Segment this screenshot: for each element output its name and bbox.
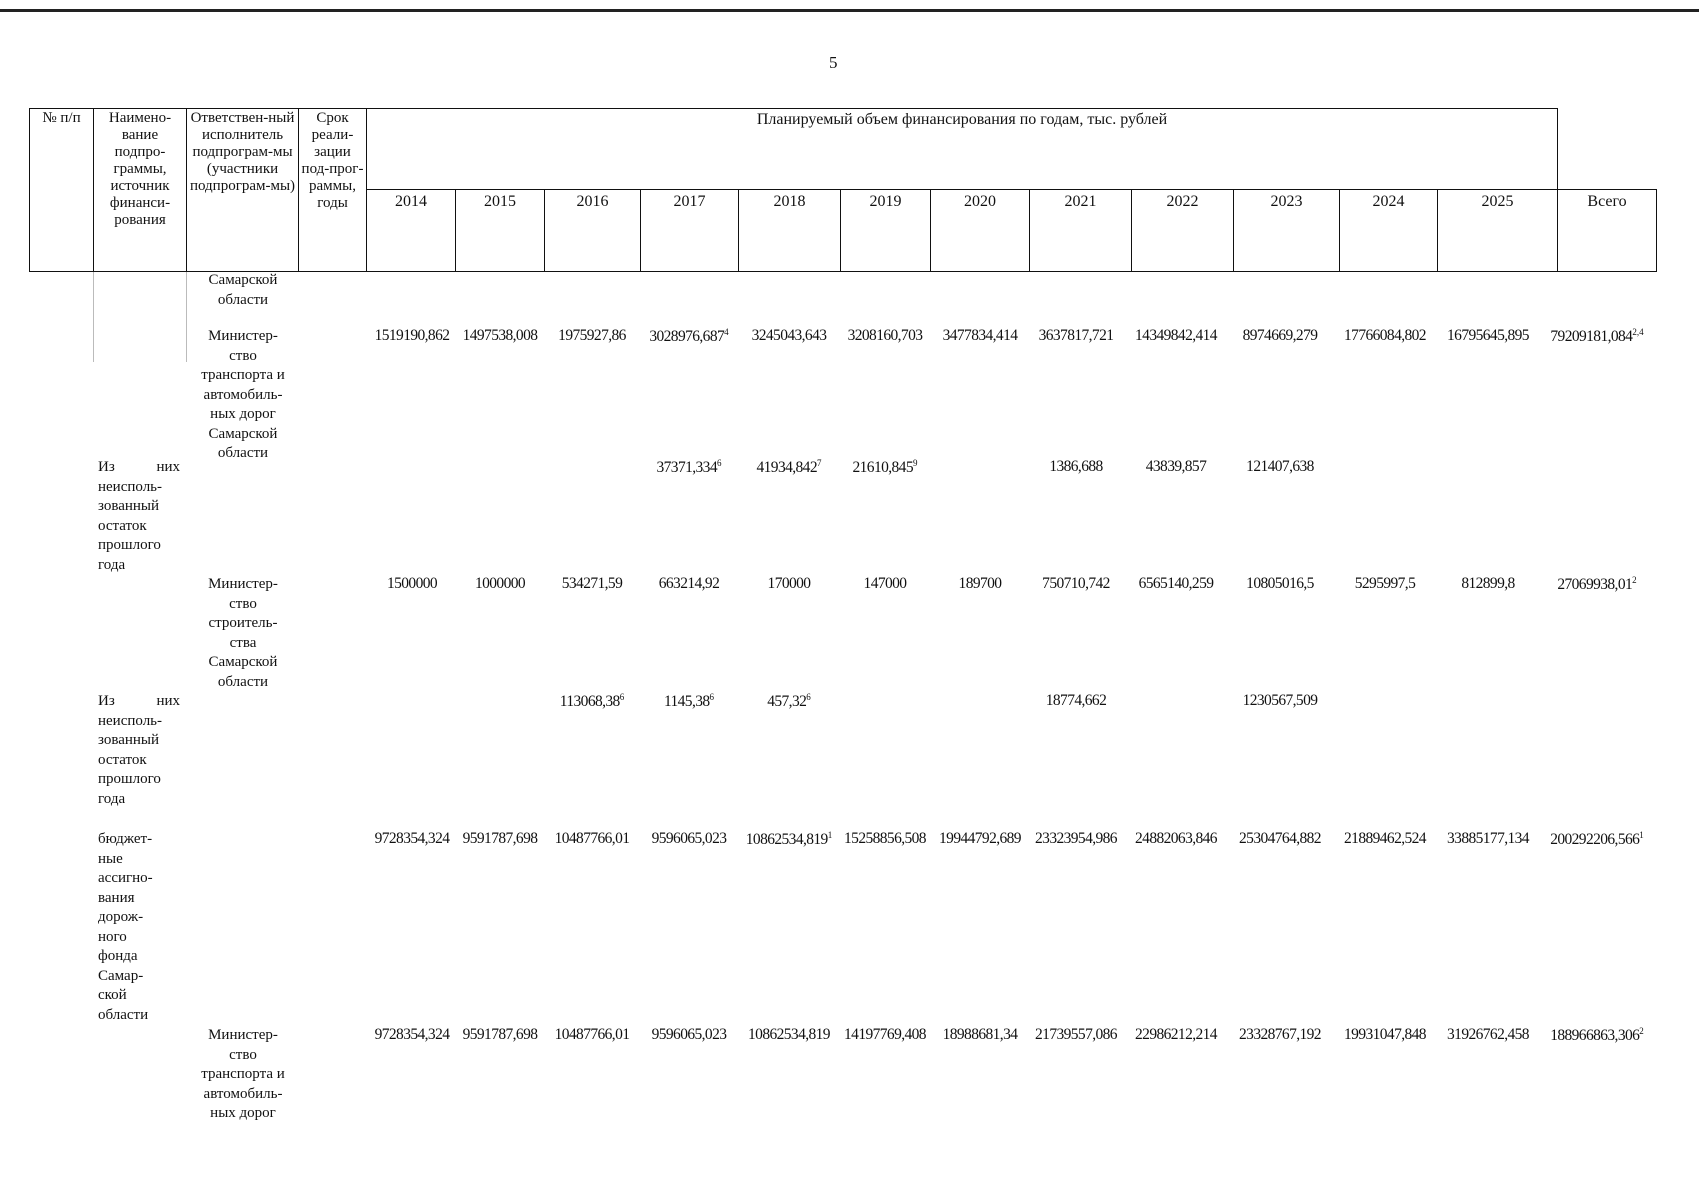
value-construction-Всего: 27069938,01$^2$ — [1557, 575, 1637, 594]
value-transport-2024: 17766084,802 — [1344, 327, 1426, 344]
year-header: 2021 — [1030, 190, 1132, 272]
value-road-fund-transport-2014: 9728354,324 — [374, 1026, 450, 1043]
value-transport-unused-2017: 37371,334$^6$ — [656, 458, 722, 477]
footnote-mark: 9 — [912, 458, 918, 468]
year-header: 2017 — [641, 190, 739, 272]
column-divider — [186, 272, 187, 362]
value-road-fund-2017: 9596065,023 — [651, 830, 727, 847]
value-transport-unused-2019: 21610,845$^9$ — [852, 458, 918, 477]
year-header: 2018 — [739, 190, 841, 272]
value-road-fund-2019: 15258856,508 — [844, 830, 926, 847]
value-road-fund-transport-2018: 10862534,819 — [748, 1026, 830, 1043]
responsible-transport-ministry: Министер- ство транспорта и автомобиль- ных дорог Самарской области — [201, 328, 285, 461]
footnote-mark: 6 — [806, 692, 811, 702]
value-road-fund-transport-2021: 21739557,086 — [1035, 1026, 1117, 1043]
value-construction-2018: 170000 — [767, 575, 811, 592]
value-construction-2024: 5295997,5 — [1354, 575, 1416, 592]
value-construction-2020: 189700 — [958, 575, 1002, 592]
footnote-mark: 2 — [1639, 1026, 1644, 1036]
footnote-mark: 6 — [716, 458, 722, 468]
header-term: Срок реали-зации под-прог-раммы, годы — [299, 109, 367, 272]
value-road-fund-2025: 33885177,134 — [1447, 830, 1529, 847]
value-construction-2017: 663214,92 — [658, 575, 720, 592]
value-road-fund-2018: 10862534,819$^1$ — [745, 830, 833, 849]
header-number: № п/п — [30, 109, 94, 272]
value-construction-unused-2018: 457,32$^6$ — [767, 692, 811, 711]
footnote-mark: 7 — [816, 458, 822, 468]
value-transport-2018: 3245043,643 — [751, 327, 827, 344]
footnote-mark: 2 — [1632, 575, 1637, 585]
value-road-fund-2023: 25304764,882 — [1239, 830, 1321, 847]
source-unused-balance: Из них неисполь- зованный остаток прошлого года — [98, 459, 180, 573]
value-construction-2014: 1500000 — [386, 575, 438, 592]
value-construction-2022: 6565140,259 — [1138, 575, 1214, 592]
column-divider — [93, 272, 94, 362]
source-road-fund: бюджет- ные ассигно- вания дорож- ного фонда Самар- ской области — [98, 831, 153, 1023]
value-road-fund-transport-2020: 18988681,34 — [942, 1026, 1018, 1043]
value-road-fund-transport-2022: 22986212,214 — [1135, 1026, 1217, 1043]
footnote-mark: 2,4 — [1632, 327, 1644, 337]
value-road-fund-2015: 9591787,698 — [462, 830, 538, 847]
value-construction-2021: 750710,742 — [1042, 575, 1110, 592]
footnote-mark: 1 — [827, 830, 833, 840]
value-construction-2023: 10805016,5 — [1246, 575, 1314, 592]
value-road-fund-2024: 21889462,524 — [1344, 830, 1426, 847]
value-road-fund-2020: 19944792,689 — [939, 830, 1021, 847]
value-construction-unused-2017: 1145,38$^6$ — [663, 692, 715, 711]
year-header: 2025 — [1438, 190, 1558, 272]
source-unused-balance-2: Из них неисполь- зованный остаток прошлого года — [98, 693, 180, 807]
value-transport-2023: 8974669,279 — [1242, 327, 1318, 344]
year-header: 2020 — [931, 190, 1030, 272]
header-responsible: Ответствен-ный исполнитель подпрограм-мы (участники подпрограм-мы) — [187, 109, 299, 272]
page-number: 5 — [829, 53, 838, 72]
value-road-fund-2022: 24882063,846 — [1135, 830, 1217, 847]
value-road-fund-2014: 9728354,324 — [374, 830, 450, 847]
value-road-fund-2016: 10487766,01 — [554, 830, 630, 847]
responsible-construction-ministry: Министер- ство строитель- ства Самарской области — [208, 576, 278, 690]
footnote-mark: 6 — [619, 692, 625, 702]
value-transport-2021: 3637817,721 — [1038, 327, 1114, 344]
value-construction-2025: 812899,8 — [1461, 575, 1515, 592]
header-subprogram-name: Наимено-вание подпро-граммы, источник финанси-рования — [94, 109, 187, 272]
value-construction-unused-2023: 1230567,509 — [1242, 692, 1318, 709]
value-road-fund-2021: 23323954,986 — [1035, 830, 1117, 847]
year-header: 2023 — [1234, 190, 1340, 272]
value-transport-2015: 1497538,008 — [462, 327, 538, 344]
value-transport-unused-2023: 121407,638 — [1246, 458, 1314, 475]
value-construction-unused-2016: 113068,38$^6$ — [559, 692, 625, 711]
footnote-mark: 6 — [709, 692, 715, 702]
value-road-fund-transport-2019: 14197769,408 — [844, 1026, 926, 1043]
top-rule — [0, 9, 1699, 12]
value-transport-2022: 14349842,414 — [1135, 327, 1217, 344]
value-road-fund-transport-2017: 9596065,023 — [651, 1026, 727, 1043]
footnote-mark: 1 — [1639, 830, 1644, 840]
year-header: 2024 — [1340, 190, 1438, 272]
year-header-total: Всего — [1558, 190, 1657, 272]
value-construction-unused-2021: 18774,662 — [1045, 692, 1107, 709]
value-road-fund-Всего: 200292206,566$^1$ — [1550, 830, 1644, 849]
year-header: 2015 — [456, 190, 545, 272]
value-transport-2016: 1975927,86 — [558, 327, 626, 344]
year-header: 2019 — [841, 190, 931, 272]
value-transport-2020: 3477834,414 — [942, 327, 1018, 344]
value-transport-unused-2018: 41934,842$^7$ — [756, 458, 822, 477]
value-transport-unused-2021: 1386,688 — [1049, 458, 1103, 475]
responsible-region-tail: Самарской области — [208, 272, 278, 308]
value-transport-2017: 3028976,687$^4$ — [649, 327, 729, 346]
value-road-fund-transport-2015: 9591787,698 — [462, 1026, 538, 1043]
header-plan-title: Планируемый объем финансирования по годам, тыс. рублей — [367, 109, 1558, 190]
year-header: 2014 — [367, 190, 456, 272]
value-road-fund-transport-2024: 19931047,848 — [1344, 1026, 1426, 1043]
value-transport-2025: 16795645,895 — [1447, 327, 1529, 344]
value-construction-2016: 534271,59 — [561, 575, 623, 592]
value-road-fund-transport-2023: 23328767,192 — [1239, 1026, 1321, 1043]
value-transport-2014: 1519190,862 — [374, 327, 450, 344]
value-road-fund-transport-Всего: 188966863,306$^2$ — [1550, 1026, 1644, 1045]
responsible-transport-ministry-2: Министер- ство транспорта и автомобиль- ных дорог — [201, 1027, 285, 1121]
value-road-fund-transport-2016: 10487766,01 — [554, 1026, 630, 1043]
year-header: 2022 — [1132, 190, 1234, 272]
value-construction-2015: 1000000 — [474, 575, 526, 592]
value-construction-2019: 147000 — [863, 575, 907, 592]
header-table — [29, 108, 1657, 272]
value-transport-Всего: 79209181,084$^{2,4}$ — [1550, 327, 1644, 346]
footnote-mark: 4 — [724, 327, 729, 337]
year-header: 2016 — [545, 190, 641, 272]
value-road-fund-transport-2025: 31926762,458 — [1447, 1026, 1529, 1043]
value-transport-unused-2022: 43839,857 — [1145, 458, 1207, 475]
value-transport-2019: 3208160,703 — [847, 327, 923, 344]
